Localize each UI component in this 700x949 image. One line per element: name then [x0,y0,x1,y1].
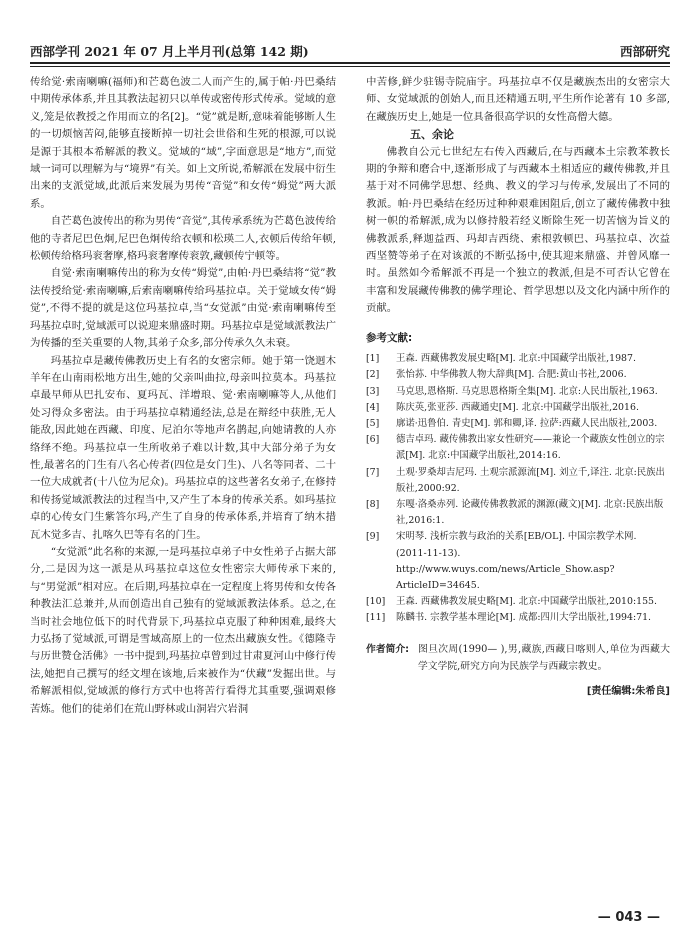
header-rule [30,62,670,64]
references-title: 参考文献: [366,331,413,344]
author-text: 图旦次周(1990— ),男,藏族,西藏日喀则人,单位为西藏大学文学院,研究方向为民族学与西藏宗教史。 [418,643,670,672]
author-label: 作者简介: [366,643,410,655]
reference-item: [9] 宋明琴. 浅析宗教与政治的关系[EB/OL]. 中国宗教学术网. (2011-11-13). http://www.wuys.com/news/Article_Show.asp?ArticleID=34645. [366,531,637,591]
journal-title: 西部学刊 2021 年 07 月上半月刊(总第 142 期) [30,44,309,59]
reference-item: [1] 王森. 西藏佛教发展史略[M]. 北京:中国藏学出版社,1987. [366,353,636,365]
reference-item: [8] 东嘎·洛桑赤列. 论藏传佛教教派的渊源(藏文)[M]. 北京:民族出版社,2016:1. [366,498,664,527]
reference-item: [5] 廓诺·迅鲁伯. 青史[M]. 郭和卿,译. 拉萨:西藏人民出版社,2003. [366,417,658,429]
body-paragraph: 佛教自公元七世纪左右传入西藏后,在与西藏本土宗教苯教长期的争辩和磨合中,逐渐形成了与西藏本土相适应的藏传佛教,并且基于对不同佛学思想、经典、教义的学习与传承,发展出了不同的教派。帕·丹巴桑结在经历过种种艰难困阻后,创立了藏传佛教中独树一帜的希解派,成为以修持般若经义断除生死一切苦恼为旨义的佛教派系,释迦益西、玛却吉西绕、索根敦顿巴、玛基拉卓、次益西坚赞等弟子在对该派的不断弘扬中,使其迎来鼎盛、并曾风靡一时。虽然如今希解派不再是一个独立的教派,但是不可否认它曾在丰富和发展藏传佛教的佛学理论、哲学思想以及文化内涵中所作的贡献。 [366,145,670,315]
reference-item: [11] 陈麟书. 宗教学基本理论[M]. 成都:四川大学出版社,1994:71. [366,612,652,624]
reference-item: [10] 王森. 西藏佛教发展史略[M]. 北京:中国藏学出版社,2010:155. [366,596,657,608]
author-bio [366,641,670,675]
section-label: 西部研究 [619,44,670,59]
body-paragraph: “女觉派”此名称的来源,一是玛基拉卓弟子中女性弟子占据大部分,二是因为这一派是从玛基拉卓这位女性密宗大师传承下来的,与“男觉派”相对应。在后期,玛基拉卓在一定程度上将男传和女传各种教法汇总兼并,从而创造出自己独有的觉域派教法体系。总之,在当时社会地位低下的时代背景下,玛基拉卓克服了种种困难,最终大力弘扬了觉域派,可谓是雪域高原上的一位杰出藏族女性。《德隆寺与历世赞仓活佛》一书中提到,玛基拉卓曾到过甘肃夏河山中修行传法,她把自己撰写的经文埋在该地,后来被作为“伏藏”发掘出世。与希解派相似,觉域派的修行方式中也将苦行看得尤其重要,强调艰修苦炼。他们的徒弟们在荒山野林或山洞岩穴岩洞 [30,545,336,715]
body-paragraph: 自觉·索南喇嘛传出的称为女传“姆觉”,由帕·丹巴桑结将“觉”教法传授给觉·索南喇嘛,后索南喇嘛传给玛基拉卓。关于觉域女传“姆觉”,不得不提的就是这位玛基拉卓,当“女觉派”由觉·索南喇嘛传至玛基拉卓时,觉域派可以说迎来鼎盛时期。玛基拉卓是觉域派教法广为传播的至关重要的人物,其弟子众多,部分传承久久未衰。 [30,267,336,350]
body-paragraph: 自芒葛色波传出的称为男传“音觉”,其传承系统为芒葛色波传给他的寺者尼巴色炯,尼巴色炯传给衣顿和松瑛二人,衣顿后传给年顿,松顿传给格玛衮奢摩,格玛衮奢摩传衮敦,藏顿传宁顿等。 [30,215,336,263]
editor-note: [责任编辑:朱希良] [586,685,670,697]
body-paragraph: 玛基拉卓是藏传佛教历史上有名的女密宗师。她于第一饶迥木羊年在山南雨松地方出生,她的父亲叫曲拉,母亲叫拉莫本。玛基拉卓最早师从巴扎安布、夏玛瓦、洋增琅、觉·索南喇嘛等人,从他们处习得众多密法。由于玛基拉卓精通经法,总是在辩经中获胜,无人能敌,因此她在西藏、印度、尼泊尔等地声名鹊起,向她请教的人亦络绎不绝。玛基拉卓一生所收弟子难以计数,其中大部分弟子为女性,最著名的门生有八名心传者(四位是女门生)、八名等同者、二十一位大成就者(十八位为尼众)。玛基拉卓的这些著名女弟子,在修持和传扬觉域派教法的过程当中,又产生了本身的传承关系。如玛基拉卓的心传女门生紫答尔玛,产生了自身的传承体系,并培育了纳木措瓦木觉多吉、扎喀久巴等有名的门生。 [30,354,336,541]
right-column [366,74,670,700]
body-paragraph: 传给觉·索南喇嘛(福师)和芒葛色波二人而产生的,属于帕·丹巴桑结中期传承体系,并且其教法起初只以单传或密传形式传承。觉域的意义,笼是依教授之作用而立的名[2]。“觉”就是断,意味着能够断人生的一切烦恼苦闷,能够直接断掉一切社会世俗和生死的根源,可以说是源于其根本希解派的教义。觉域的“域”,字面意思是“地方”,而觉域一词可以理解为与“境界”有关。如上文所说,希解派在发展中衍生出来的支派觉域,此派后来发展为男传“音觉”和女传“姆觉”两大派系。 [30,76,336,210]
reference-item: [7] 土观·罗桑却吉尼玛. 土观宗派源流[M]. 刘立千,译注. 北京:民族出版社,2000:92. [366,466,665,494]
body-paragraph: 中苦修,鲜少驻锡寺院庙宇。玛基拉卓不仅是藏族杰出的女密宗大师、女觉域派的创始人,而且还精通五明,平生所作论著有 10 多部,在藏族历史上,她是一位具备很高学识的女性高僧大德。 [366,76,670,123]
reference-item: [2] 张怡荪. 中华佛教人物大辞典[M]. 合肥:黄山书社,2006. [366,369,627,381]
reference-item: [4] 陈庆英,张亚莎. 西藏通史[M]. 北京:中国藏学出版社,2016. [366,401,639,413]
left-column [30,74,336,718]
reference-item: [6] 德吉卓玛. 藏传佛教出家女性研究——兼论一个藏族女性创立的宗派[M]. 北京:中国藏学出版社,2014:16. [366,434,665,462]
header-rule-thin [30,66,670,67]
reference-item: [3] 马克思,恩格斯. 马克思恩格斯全集[M]. 北京:人民出版社,1963. [366,385,658,397]
running-header [30,42,670,60]
section-heading: 五、余论 [410,128,454,142]
page-number: — 043 — [597,910,660,925]
reference-list [366,351,670,626]
